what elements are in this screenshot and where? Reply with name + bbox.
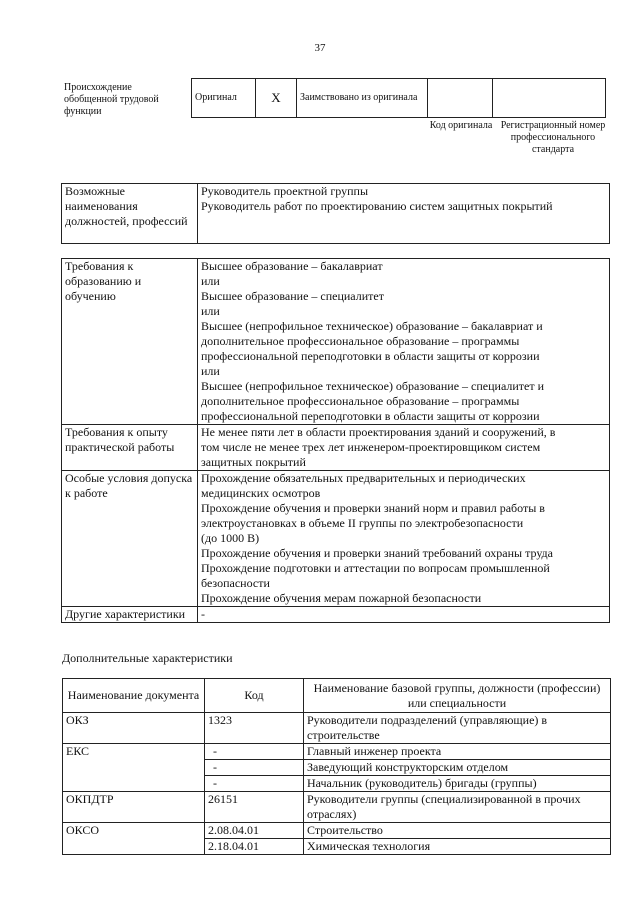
original-label: Оригинал [192,79,256,118]
original-mark: X [256,79,297,118]
row-code: 1323 [205,713,304,744]
req-line: или [201,274,220,288]
req-line: - [201,607,205,621]
row-name: Главный инженер проекта [304,744,611,760]
row-name: Начальник (руководитель) бригады (группы) [304,776,611,792]
page-number: 37 [314,42,326,54]
req-line: том числе не менее трех лет инженером-проектировщиком систем [201,440,541,454]
possible-titles-values [198,184,610,244]
education-label: Требования к образованию и обучению [62,259,198,425]
row-name: Руководители подразделений (управляющие) в строительстве [304,713,611,744]
requirements-table [61,258,610,623]
header-name: Наименование базовой группы, должности (профессии) или специальности [304,679,611,713]
origin-table [191,78,606,118]
req-line: Высшее образование – специалитет [201,289,384,303]
row-name: Руководители группы (специализированной в прочих отраслях) [304,792,611,823]
origin-label: Происхождение обобщенной трудовой функции [64,82,159,117]
row-code: 2.18.04.01 [205,839,304,855]
education-values [198,259,610,425]
req-line: Прохождение обучения и проверки знаний норм и правил работы в [201,501,545,515]
other-characteristics-label: Другие характеристики [62,607,198,623]
req-line: профессиональной переподготовки в области защиты от коррозии [201,349,540,363]
row-doc: ОКПДТР [63,792,205,823]
req-line: Не менее пяти лет в области проектирования зданий и сооружений, в [201,425,556,439]
req-line: (до 1000 В) [201,531,260,545]
req-line: профессиональной переподготовки в области защиты от коррозии [201,409,540,423]
reg-number-caption: Регистрационный номер профессионального стандарта [500,120,606,155]
experience-label: Требования к опыту практической работы [62,425,198,471]
code-original-caption: Код оригинала [429,120,493,131]
req-line: Высшее (непрофильное техническое) образование – бакалавриат и [201,319,543,333]
additional-title: Дополнительные характеристики [62,651,233,665]
row-code: - [205,760,304,776]
req-line: Прохождение подготовки и аттестации по вопросам промышленной [201,561,550,575]
special-conditions-values [198,471,610,607]
code-original-cell [428,79,493,118]
additional-table [62,678,611,855]
row-code: - [205,776,304,792]
row-code: 2.08.04.01 [205,823,304,839]
possible-titles-table [61,183,610,244]
other-characteristics-values [198,607,610,623]
req-line: Прохождение обязательных предварительных и периодических [201,471,526,485]
row-name: Химическая технология [304,839,611,855]
req-line: Прохождение обучения и проверки знаний требований охраны труда [201,546,553,560]
reg-number-cell [493,79,606,118]
possible-titles-label: Возможные наименования должностей, профессий [62,184,198,244]
borrowed-label: Заимствовано из оригинала [297,79,428,118]
row-code: 26151 [205,792,304,823]
header-code: Код [205,679,304,713]
req-line: Прохождение обучения мерам пожарной безопасности [201,591,482,605]
header-document: Наименование документа [63,679,205,713]
req-line: медицинских осмотров [201,486,321,500]
special-conditions-label: Особые условия допуска к работе [62,471,198,607]
title-value: Руководитель проектной группы [201,184,369,198]
row-doc: ОКСО [63,823,205,855]
row-doc: ОКЗ [63,713,205,744]
experience-values [198,425,610,471]
req-line: Высшее образование – бакалавриат [201,259,383,273]
req-line: Высшее (непрофильное техническое) образование – специалитет и [201,379,545,393]
req-line: или [201,364,220,378]
title-value: Руководитель работ по проектированию систем защитных покрытий [201,199,553,213]
row-name: Заведующий конструкторским отделом [304,760,611,776]
row-doc: ЕКС [63,744,205,792]
req-line: защитных покрытий [201,455,306,469]
req-line: дополнительное профессиональное образование – программы [201,334,520,348]
row-name: Строительство [304,823,611,839]
req-line: электроустановках в объеме II группы по электробезопасности [201,516,524,530]
req-line: дополнительное профессиональное образование – программы [201,394,520,408]
req-line: безопасности [201,576,270,590]
row-code: - [205,744,304,760]
req-line: или [201,304,220,318]
